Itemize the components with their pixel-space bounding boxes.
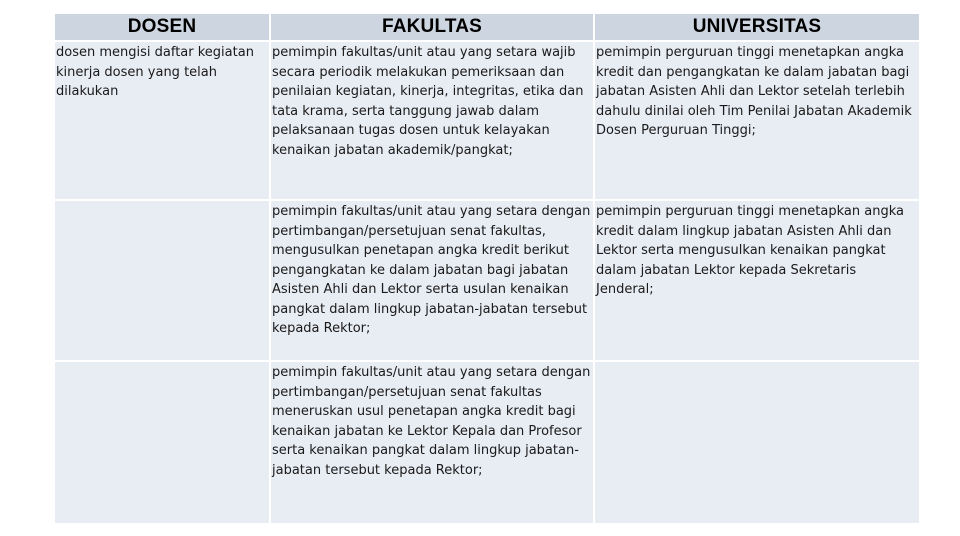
cell-dosen <box>55 201 269 360</box>
cell-dosen <box>55 362 269 523</box>
cell-dosen: dosen mengisi daftar kegiatan kinerja dosen yang telah dilakukan <box>55 42 269 199</box>
cell-fakultas: pemimpin fakultas/unit atau yang setara wajib secara periodik melakukan pemeriksaan dan penilaian kegiatan, kinerja, integritas, etika dan tata krama, serta tanggung jawab dalam pelaksanaan tugas dosen untuk kelayakan kenaikan jabatan akademik/pangkat; <box>271 42 593 199</box>
cell-universitas <box>595 362 919 523</box>
header-fakultas: FAKULTAS <box>271 14 593 40</box>
cell-fakultas: pemimpin fakultas/unit atau yang setara dengan pertimbangan/persetujuan senat fakultas meneruskan usul penetapan angka kredit bagi kenaikan jabatan ke Lektor Kepala dan Profesor serta kenaikan pangkat dalam lingkup jabatan-jabatan tersebut kepada Rektor; <box>271 362 593 523</box>
header-universitas: UNIVERSITAS <box>595 14 919 40</box>
table-row <box>55 201 919 360</box>
table-row <box>55 362 919 523</box>
table-row <box>55 42 919 199</box>
header-row <box>55 14 919 40</box>
cell-universitas: pemimpin perguruan tinggi menetapkan angka kredit dalam lingkup jabatan Asisten Ahli dan Lektor serta mengusulkan kenaikan pangkat dalam jabatan Lektor kepada Sekretaris Jenderal; <box>595 201 919 360</box>
cell-universitas: pemimpin perguruan tinggi menetapkan angka kredit dan pengangkatan ke dalam jabatan bagi jabatan Asisten Ahli dan Lektor setelah terlebih dahulu dinilai oleh Tim Penilai Jabatan Akademik Dosen Perguruan Tinggi; <box>595 42 919 199</box>
responsibility-table <box>53 12 921 525</box>
header-dosen: DOSEN <box>55 14 269 40</box>
cell-fakultas: pemimpin fakultas/unit atau yang setara dengan pertimbangan/persetujuan senat fakultas, mengusulkan penetapan angka kredit berikut pengangkatan ke dalam jabatan bagi jabatan Asisten Ahli dan Lektor serta usulan kenaikan pangkat dalam lingkup jabatan-jabatan tersebut kepada Rektor; <box>271 201 593 360</box>
